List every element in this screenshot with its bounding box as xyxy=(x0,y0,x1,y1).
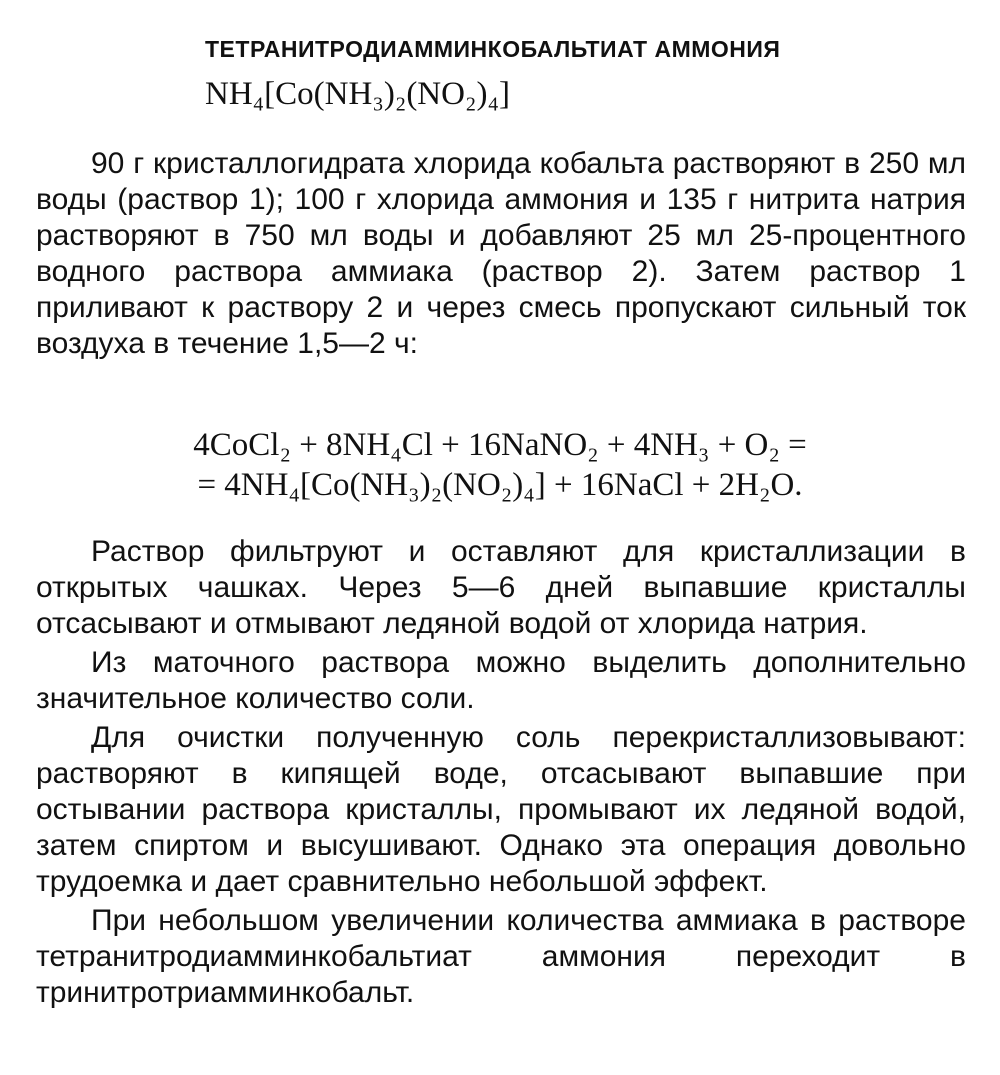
compound-title xyxy=(205,36,780,63)
reaction-equation xyxy=(0,425,1000,505)
paragraph-3: Из маточного раствора можно выделить дополнительно значительное количество соли. xyxy=(36,646,966,715)
compound-title-text: ТЕТРАНИТРОДИАММИНКОБАЛЬТИАТ АММОНИЯ xyxy=(205,36,781,62)
equation-line-1: 4CoCl₂ + 8NH₄Cl + 16NaNO₂ + 4NH₃ + O₂ = xyxy=(193,427,807,463)
paragraph-2: Раствор фильтруют и оставляют для кристаллизации в открытых чашках. Через 5—6 дней выпавшие кристаллы отсасывают и отмывают ледяной водой от хлорида натрия. xyxy=(36,535,966,640)
text-body-lower xyxy=(36,534,966,1011)
paragraph-4: Для очистки полученную соль перекристаллизовывают: растворяют в кипящей воде, отсасывают выпавшие при остывании раствора кристаллы, промывают их ледяной водой, затем спиртом и высушивают. Однако эта операция довольно трудоемка и дает сравнительно небольшой эффект. xyxy=(36,721,966,898)
compound-formula: NH₄[Co(NH₃)₂(NO₂)₄] xyxy=(205,76,510,112)
equation-line-2: = 4NH₄[Co(NH₃)₂(NO₂)₄] + 16NaCl + 2H₂O. xyxy=(197,467,803,503)
paragraph-procedure xyxy=(36,146,966,362)
paragraph-1: 90 г кристаллогидрата хлорида кобальта растворяют в 250 мл воды (раствор 1); 100 г хлорида аммония и 135 г нитрита натрия растворяют в 750 мл воды и добавляют 25 мл 25-процентного водного раствора аммиака (раствор 2). Затем раствор 1 приливают к раствору 2 и через смесь пропускают сильный ток воздуха в течение 1,5—2 ч: xyxy=(36,147,966,360)
paragraph-5: При небольшом увеличении количества аммиака в растворе тетранитродиамминкобальтиат аммония переходит в тринитротриамминкобальт. xyxy=(36,904,966,1009)
